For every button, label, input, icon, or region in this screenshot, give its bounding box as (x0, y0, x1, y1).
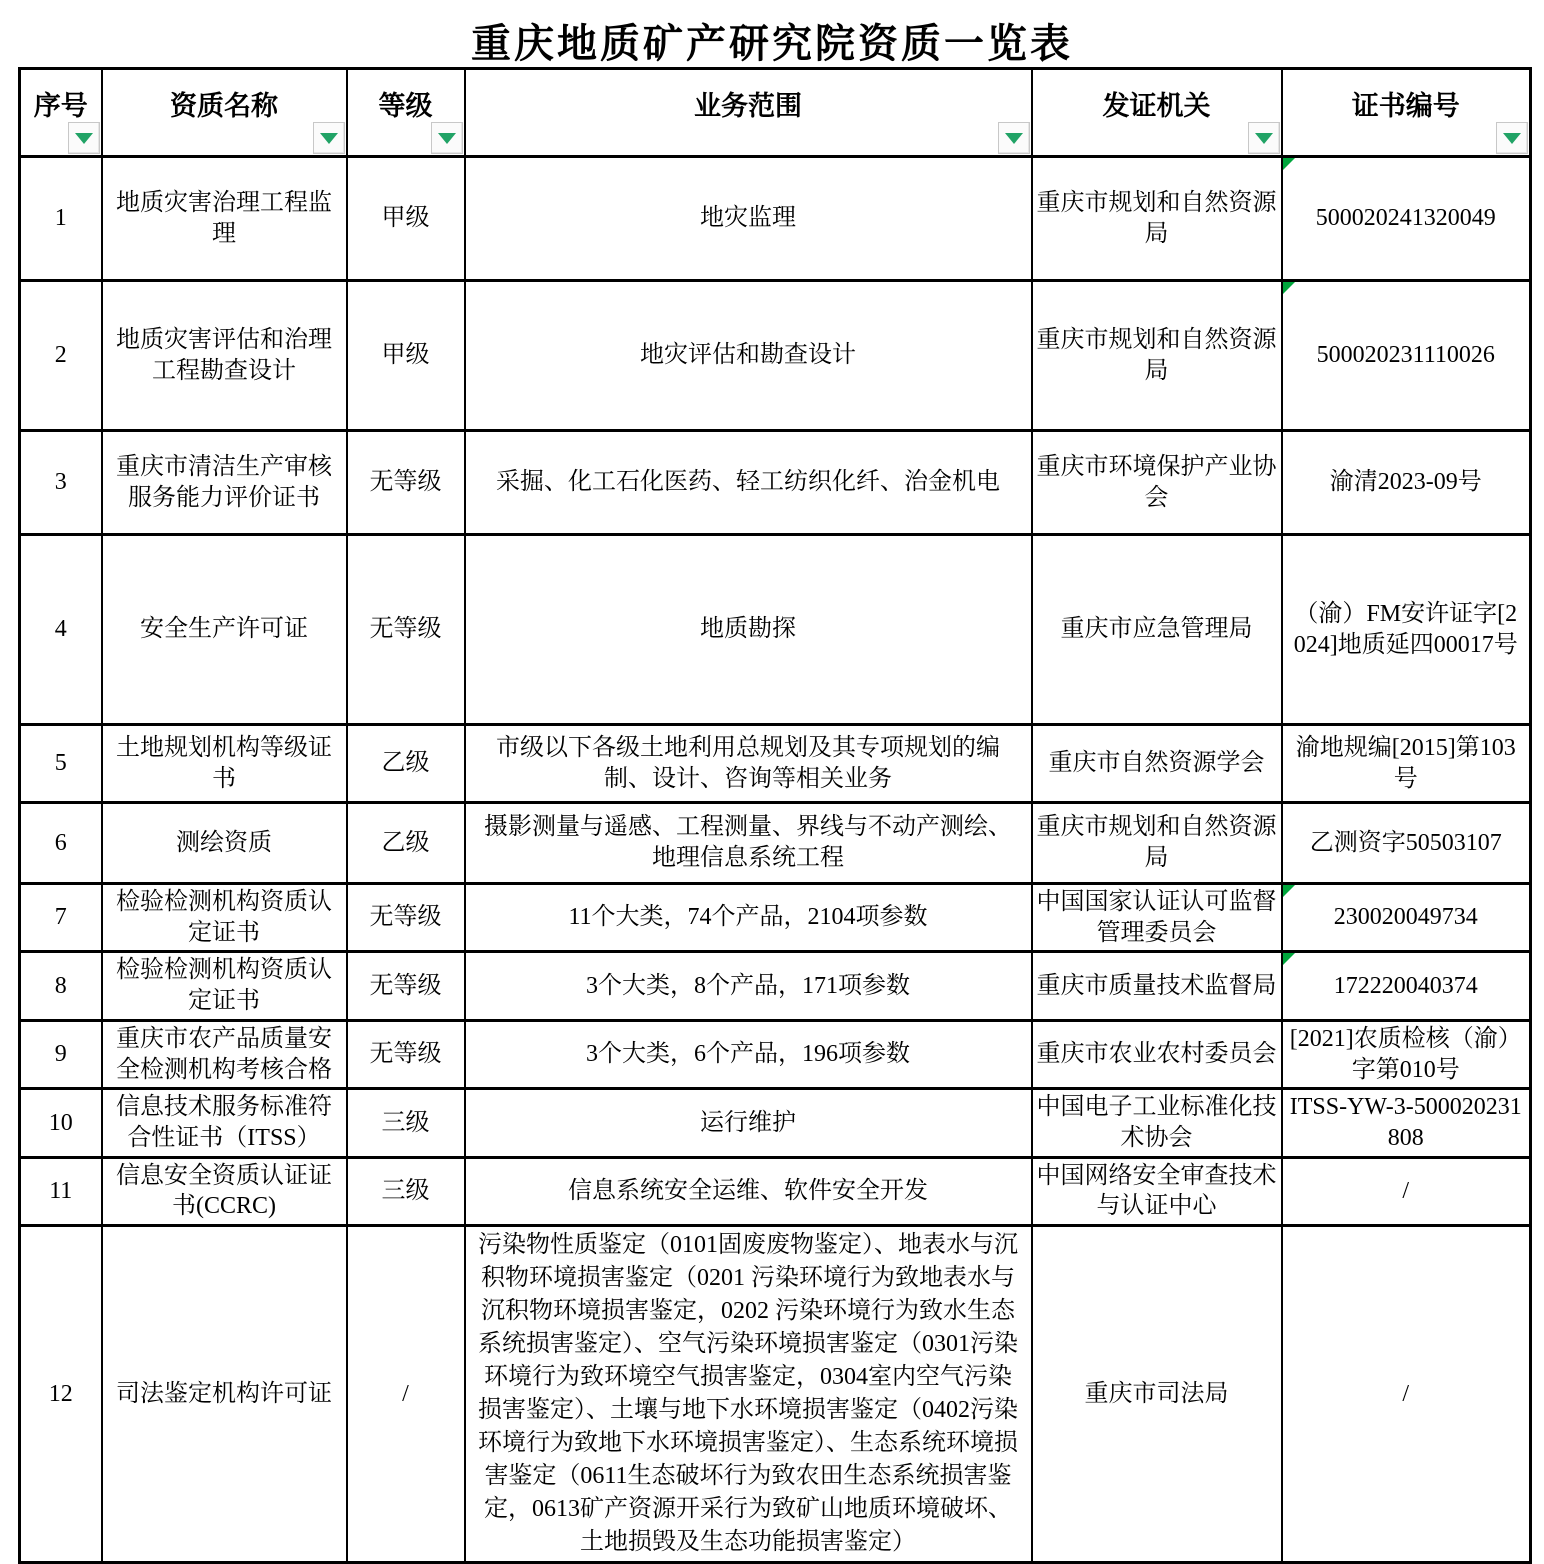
cell-text: 中国电子工业标准化技术协会 (1036, 1094, 1277, 1152)
cell-grade[interactable] (347, 725, 465, 803)
cell-cert[interactable] (1282, 1157, 1531, 1225)
cell-text: / (1402, 1178, 1410, 1205)
cell-text: 11个大类，74个产品，2104项参数 (568, 904, 928, 931)
cell-scope[interactable] (465, 1089, 1032, 1157)
cell-grade[interactable] (347, 281, 465, 431)
cell-text: 无等级 (369, 904, 442, 931)
cell-cert[interactable] (1282, 281, 1531, 431)
cell-text: 中国网络安全审查技术与认证中心 (1036, 1162, 1277, 1220)
cell-text: 地质勘探 (700, 616, 796, 643)
filter-dropdown-button[interactable] (68, 122, 100, 154)
cell-text: 地质灾害评估和治理工程勘查设计 (116, 326, 332, 384)
cell-scope[interactable] (465, 884, 1032, 952)
cell-name[interactable] (102, 1157, 347, 1225)
cell-authority[interactable] (1032, 1020, 1282, 1088)
filter-dropdown-button[interactable] (313, 122, 345, 154)
number-stored-as-text-flag-icon (1283, 885, 1295, 897)
cell-text: 信息系统安全运维、软件安全开发 (568, 1178, 928, 1205)
cell-text: 无等级 (369, 1041, 442, 1068)
cell-cert[interactable] (1282, 803, 1531, 884)
table-row (20, 884, 1531, 952)
cell-no[interactable] (20, 431, 102, 535)
cell-text: （渝）FM安许证字[2024]地质延四00017号 (1293, 600, 1518, 658)
cell-text: 三级 (381, 1109, 430, 1136)
cell-text: 12 (48, 1380, 73, 1407)
column-header-label: 等级 (378, 91, 433, 121)
cell-text: 甲级 (381, 342, 430, 369)
cell-authority[interactable] (1032, 1157, 1282, 1225)
cell-name[interactable] (102, 1226, 347, 1563)
cell-authority[interactable] (1032, 725, 1282, 803)
column-header-name[interactable] (102, 69, 347, 157)
cell-text: 检验检测机构资质认定证书 (116, 957, 332, 1015)
cell-text: 10 (48, 1109, 73, 1136)
cell-no[interactable] (20, 157, 102, 281)
cell-text: 渝清2023-09号 (1329, 469, 1482, 496)
cell-scope[interactable] (465, 1157, 1032, 1225)
filter-dropdown-icon (320, 133, 338, 144)
table-row (20, 535, 1531, 725)
cell-text: 甲级 (381, 205, 430, 232)
filter-dropdown-icon (438, 133, 456, 144)
cell-text: 安全生产许可证 (140, 616, 308, 643)
cell-grade[interactable] (347, 1020, 465, 1088)
cell-cert[interactable] (1282, 952, 1531, 1020)
cell-text: 中国国家认证认可监督管理委员会 (1036, 889, 1277, 946)
cell-name[interactable] (102, 884, 347, 952)
cell-text: 230020049734 (1333, 904, 1478, 931)
filter-dropdown-icon (75, 133, 93, 144)
cell-text: 172220040374 (1333, 972, 1478, 999)
cell-text: 重庆市农业农村委员会 (1036, 1041, 1277, 1068)
cell-text: 三级 (381, 1178, 430, 1205)
cell-grade[interactable] (347, 952, 465, 1020)
cell-text: 5 (54, 750, 67, 777)
column-header-no[interactable] (20, 69, 102, 157)
cell-text: 7 (54, 904, 67, 931)
cell-scope[interactable] (465, 1226, 1032, 1563)
table-row (20, 803, 1531, 884)
cell-cert[interactable] (1282, 1226, 1531, 1563)
cell-cert[interactable] (1282, 725, 1531, 803)
cell-name[interactable] (102, 1089, 347, 1157)
table-row (20, 431, 1531, 535)
table-row (20, 281, 1531, 431)
cell-name[interactable] (102, 725, 347, 803)
cell-grade[interactable] (347, 157, 465, 281)
cell-text: 重庆市应急管理局 (1060, 616, 1253, 643)
cell-cert[interactable] (1282, 431, 1531, 535)
number-stored-as-text-flag-icon (1283, 282, 1295, 294)
cell-cert[interactable] (1282, 535, 1531, 725)
cell-text: 4 (54, 616, 67, 643)
cell-cert[interactable] (1282, 1020, 1531, 1088)
cell-no[interactable] (20, 535, 102, 725)
cell-cert[interactable] (1282, 884, 1531, 952)
cell-scope[interactable] (465, 725, 1032, 803)
cell-grade[interactable] (347, 1089, 465, 1157)
cell-grade[interactable] (347, 803, 465, 884)
cell-scope[interactable] (465, 803, 1032, 884)
cell-name[interactable] (102, 157, 347, 281)
column-header-authority[interactable] (1032, 69, 1282, 157)
cell-text: 重庆市农产品质量安全检测机构考核合格 (116, 1025, 332, 1083)
cell-text: 9 (54, 1041, 67, 1068)
cell-text: 11 (49, 1178, 73, 1205)
cell-grade[interactable] (347, 431, 465, 535)
cell-text: 重庆市司法局 (1084, 1380, 1229, 1407)
cell-text: [2021]农质检核（渝）字第010号 (1289, 1025, 1522, 1083)
cell-no[interactable] (20, 884, 102, 952)
cell-authority[interactable] (1032, 1226, 1282, 1563)
cell-grade[interactable] (347, 535, 465, 725)
page-title: 重庆地质矿产研究院资质一览表 (471, 22, 1073, 66)
cell-text: 采掘、化工石化医药、轻工纺织化纤、治金机电 (496, 469, 1000, 496)
cell-authority[interactable] (1032, 431, 1282, 535)
cell-text: / (1402, 1380, 1410, 1407)
qualification-table (18, 67, 1532, 1564)
cell-text: 无等级 (369, 469, 442, 496)
cell-text: 6 (54, 829, 67, 856)
filter-dropdown-button[interactable] (1496, 122, 1528, 154)
cell-text: 500020231110026 (1316, 342, 1495, 369)
cell-text: 乙级 (381, 750, 430, 777)
cell-authority[interactable] (1032, 803, 1282, 884)
cell-text: 500020241320049 (1315, 205, 1496, 232)
cell-text: 8 (54, 972, 67, 999)
cell-text: 检验检测机构资质认定证书 (116, 889, 332, 946)
table-row (20, 1020, 1531, 1088)
cell-scope[interactable] (465, 1020, 1032, 1088)
column-header-label: 业务范围 (694, 91, 802, 121)
cell-text: 污染物性质鉴定（0101固废废物鉴定）、地表水与沉积物环境损害鉴定（0201 污染环境行为致地表水与沉积物环境损害鉴定，0202 污染环境行为致水生态系统损害鉴定）、空气污染环境损害鉴定（0301污染环境行为致环境空气损害鉴定，0304室内空气污染损害鉴定）、土壤与地下水环境损害鉴定（0402污染环境行为致地下水环境损害鉴定）、生态系统环境损害鉴定（0611生态破坏行为致农田生态系统损害鉴定，0613矿产资源开采行为致矿山地质环境破坏、土地损毁及生态功能损害鉴定） (478, 1232, 1018, 1556)
cell-name[interactable] (102, 535, 347, 725)
table-row (20, 1226, 1531, 1563)
cell-text: 重庆市规划和自然资源局 (1036, 189, 1277, 247)
cell-text: 信息技术服务标准符合性证书（ITSS） (116, 1094, 332, 1152)
cell-text: 重庆市环境保护产业协会 (1036, 453, 1277, 511)
cell-name[interactable] (102, 431, 347, 535)
cell-text: ITSS-YW-3-500020231808 (1289, 1094, 1522, 1152)
cell-text: 司法鉴定机构许可证 (116, 1380, 332, 1407)
cell-text: 地质灾害治理工程监理 (116, 189, 332, 247)
cell-scope[interactable] (465, 281, 1032, 431)
cell-no[interactable] (20, 1226, 102, 1563)
cell-name[interactable] (102, 281, 347, 431)
cell-text: 重庆市清洁生产审核服务能力评价证书 (116, 453, 332, 511)
cell-text: 渝地规编[2015]第103号 (1295, 734, 1516, 792)
cell-text: 地灾评估和勘查设计 (640, 342, 856, 369)
column-header-scope[interactable] (465, 69, 1032, 157)
cell-cert[interactable] (1282, 157, 1531, 281)
cell-text: / (402, 1380, 409, 1407)
cell-text: 2 (54, 342, 67, 369)
cell-authority[interactable] (1032, 535, 1282, 725)
cell-grade[interactable] (347, 1226, 465, 1563)
cell-text: 重庆市规划和自然资源局 (1036, 814, 1277, 871)
filter-dropdown-button[interactable] (998, 122, 1030, 154)
cell-no[interactable] (20, 281, 102, 431)
column-header-cert[interactable] (1282, 69, 1531, 157)
cell-text: 土地规划机构等级证书 (116, 734, 332, 792)
cell-text: 摄影测量与遥感、工程测量、界线与不动产测绘、地理信息系统工程 (484, 814, 1012, 871)
table-row (20, 725, 1531, 803)
table-row (20, 1089, 1531, 1157)
header-row (20, 69, 1531, 157)
table-row (20, 1157, 1531, 1225)
cell-authority[interactable] (1032, 884, 1282, 952)
cell-text: 重庆市质量技术监督局 (1036, 972, 1277, 999)
column-header-label: 发证机关 (1102, 91, 1211, 121)
cell-text: 1 (54, 205, 67, 232)
cell-text: 3个大类，8个产品，171项参数 (586, 972, 910, 999)
column-header-label: 序号 (33, 91, 88, 121)
filter-dropdown-icon (1005, 133, 1023, 144)
filter-dropdown-button[interactable] (1248, 122, 1280, 154)
cell-text: 无等级 (369, 972, 442, 999)
cell-text: 运行维护 (700, 1109, 796, 1136)
number-stored-as-text-flag-icon (1283, 953, 1295, 965)
filter-dropdown-icon (1255, 133, 1273, 144)
cell-authority[interactable] (1032, 281, 1282, 431)
table-row (20, 157, 1531, 281)
cell-text: 信息安全资质认证证书(CCRC) (116, 1162, 332, 1220)
cell-no[interactable] (20, 803, 102, 884)
cell-text: 重庆市自然资源学会 (1048, 750, 1265, 777)
cell-scope[interactable] (465, 952, 1032, 1020)
cell-text: 3个大类，6个产品，196项参数 (586, 1041, 910, 1068)
filter-dropdown-button[interactable] (431, 122, 463, 154)
number-stored-as-text-flag-icon (1283, 158, 1295, 170)
cell-text: 乙级 (381, 829, 430, 856)
cell-no[interactable] (20, 952, 102, 1020)
cell-text: 测绘资质 (176, 829, 272, 856)
column-header-grade[interactable] (347, 69, 465, 157)
cell-name[interactable] (102, 803, 347, 884)
cell-text: 无等级 (369, 616, 442, 643)
cell-no[interactable] (20, 725, 102, 803)
cell-no[interactable] (20, 1157, 102, 1225)
cell-text: 乙测资字50503107 (1309, 829, 1502, 856)
cell-text: 地灾监理 (700, 205, 796, 232)
cell-name[interactable] (102, 952, 347, 1020)
filter-dropdown-icon (1503, 133, 1521, 144)
cell-text: 重庆市规划和自然资源局 (1036, 326, 1277, 384)
cell-text: 市级以下各级土地利用总规划及其专项规划的编制、设计、咨询等相关业务 (496, 734, 1000, 792)
cell-scope[interactable] (465, 535, 1032, 725)
table-row (20, 952, 1531, 1020)
cell-authority[interactable] (1032, 1089, 1282, 1157)
cell-name[interactable] (102, 1020, 347, 1088)
cell-no[interactable] (20, 1089, 102, 1157)
column-header-label: 资质名称 (170, 91, 278, 121)
cell-authority[interactable] (1032, 952, 1282, 1020)
cell-scope[interactable] (465, 157, 1032, 281)
cell-cert[interactable] (1282, 1089, 1531, 1157)
cell-grade[interactable] (347, 884, 465, 952)
cell-text: 3 (54, 469, 67, 496)
cell-scope[interactable] (465, 431, 1032, 535)
cell-no[interactable] (20, 1020, 102, 1088)
cell-authority[interactable] (1032, 157, 1282, 281)
column-header-label: 证书编号 (1351, 91, 1460, 121)
cell-grade[interactable] (347, 1157, 465, 1225)
